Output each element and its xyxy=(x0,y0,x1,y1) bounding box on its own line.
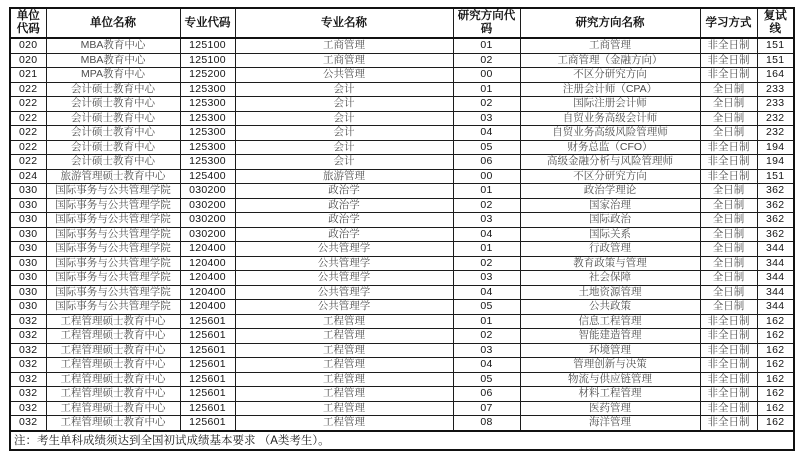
major-code-cell: 125300 xyxy=(180,97,235,112)
direction-code-cell: 00 xyxy=(453,169,520,184)
unit-name-cell: 国际事务与公共管理学院 xyxy=(46,285,180,300)
major-code-cell: 125601 xyxy=(180,343,235,358)
unit-code-cell: 022 xyxy=(10,126,46,141)
major-code-cell: 125601 xyxy=(180,314,235,329)
col-header-unit-code: 单位代码 xyxy=(10,8,46,38)
major-code-cell: 125601 xyxy=(180,329,235,344)
major-name-cell: 政治学 xyxy=(235,213,453,228)
major-name-cell: 会计 xyxy=(235,140,453,155)
major-code-cell: 125300 xyxy=(180,126,235,141)
unit-code-cell: 032 xyxy=(10,358,46,373)
direction-name-cell: 海洋管理 xyxy=(520,416,700,431)
major-code-cell: 030200 xyxy=(180,198,235,213)
col-header-direction-name: 研究方向名称 xyxy=(520,8,700,38)
direction-name-cell: 不区分研究方向 xyxy=(520,169,700,184)
unit-name-cell: 会计硕士教育中心 xyxy=(46,111,180,126)
unit-name-cell: 工程管理硕士教育中心 xyxy=(46,401,180,416)
direction-code-cell: 05 xyxy=(453,372,520,387)
score-line-cell: 151 xyxy=(757,53,794,68)
major-name-cell: 会计 xyxy=(235,97,453,112)
study-mode-cell: 非全日制 xyxy=(700,53,757,68)
study-mode-cell: 非全日制 xyxy=(700,401,757,416)
unit-code-cell: 032 xyxy=(10,387,46,402)
unit-name-cell: 会计硕士教育中心 xyxy=(46,140,180,155)
major-name-cell: 政治学 xyxy=(235,227,453,242)
major-code-cell: 125300 xyxy=(180,111,235,126)
major-code-cell: 120400 xyxy=(180,271,235,286)
major-code-cell: 125601 xyxy=(180,372,235,387)
major-code-cell: 120400 xyxy=(180,285,235,300)
direction-name-cell: 自贸业务高级会计师 xyxy=(520,111,700,126)
score-line-cell: 362 xyxy=(757,184,794,199)
direction-code-cell: 06 xyxy=(453,155,520,170)
direction-name-cell: 管理创新与决策 xyxy=(520,358,700,373)
col-header-study-mode: 学习方式 xyxy=(700,8,757,38)
major-name-cell: 工程管理 xyxy=(235,416,453,431)
score-line-cell: 194 xyxy=(757,155,794,170)
major-code-cell: 125400 xyxy=(180,169,235,184)
unit-name-cell: 国际事务与公共管理学院 xyxy=(46,213,180,228)
direction-code-cell: 08 xyxy=(453,416,520,431)
study-mode-cell: 全日制 xyxy=(700,213,757,228)
table-row xyxy=(10,68,794,83)
table-row xyxy=(10,169,794,184)
unit-code-cell: 030 xyxy=(10,213,46,228)
study-mode-cell: 全日制 xyxy=(700,285,757,300)
study-mode-cell: 非全日制 xyxy=(700,416,757,431)
study-mode-cell: 非全日制 xyxy=(700,140,757,155)
score-line-cell: 344 xyxy=(757,271,794,286)
major-name-cell: 公共管理学 xyxy=(235,300,453,315)
unit-code-cell: 020 xyxy=(10,53,46,68)
table-row xyxy=(10,416,794,431)
major-code-cell: 120400 xyxy=(180,256,235,271)
unit-name-cell: MPA教育中心 xyxy=(46,68,180,83)
table-row xyxy=(10,82,794,97)
table-row xyxy=(10,155,794,170)
table-row xyxy=(10,227,794,242)
score-line-cell: 164 xyxy=(757,68,794,83)
study-mode-cell: 全日制 xyxy=(700,97,757,112)
direction-name-cell: 国际注册会计师 xyxy=(520,97,700,112)
score-line-cell: 344 xyxy=(757,285,794,300)
direction-name-cell: 国际关系 xyxy=(520,227,700,242)
direction-code-cell: 05 xyxy=(453,300,520,315)
direction-code-cell: 05 xyxy=(453,140,520,155)
direction-code-cell: 03 xyxy=(453,343,520,358)
major-code-cell: 125601 xyxy=(180,416,235,431)
unit-code-cell: 020 xyxy=(10,38,46,53)
study-mode-cell: 非全日制 xyxy=(700,68,757,83)
score-line-cell: 344 xyxy=(757,242,794,257)
unit-name-cell: 国际事务与公共管理学院 xyxy=(46,227,180,242)
score-line-cell: 344 xyxy=(757,300,794,315)
direction-name-cell: 工商管理 xyxy=(520,38,700,53)
direction-code-cell: 01 xyxy=(453,38,520,53)
study-mode-cell: 全日制 xyxy=(700,256,757,271)
study-mode-cell: 非全日制 xyxy=(700,329,757,344)
unit-code-cell: 022 xyxy=(10,155,46,170)
unit-name-cell: 工程管理硕士教育中心 xyxy=(46,416,180,431)
major-code-cell: 120400 xyxy=(180,300,235,315)
major-name-cell: 公共管理学 xyxy=(235,242,453,257)
major-code-cell: 120400 xyxy=(180,242,235,257)
unit-name-cell: 会计硕士教育中心 xyxy=(46,155,180,170)
score-line-cell: 162 xyxy=(757,416,794,431)
study-mode-cell: 全日制 xyxy=(700,184,757,199)
table-row xyxy=(10,184,794,199)
unit-code-cell: 022 xyxy=(10,97,46,112)
unit-code-cell: 021 xyxy=(10,68,46,83)
col-header-score-line: 复试线 xyxy=(757,8,794,38)
direction-code-cell: 01 xyxy=(453,242,520,257)
major-name-cell: 会计 xyxy=(235,82,453,97)
study-mode-cell: 非全日制 xyxy=(700,372,757,387)
study-mode-cell: 全日制 xyxy=(700,227,757,242)
direction-code-cell: 00 xyxy=(453,68,520,83)
major-name-cell: 会计 xyxy=(235,111,453,126)
major-name-cell: 公共管理学 xyxy=(235,271,453,286)
score-line-cell: 344 xyxy=(757,256,794,271)
major-code-cell: 030200 xyxy=(180,184,235,199)
direction-code-cell: 04 xyxy=(453,126,520,141)
score-line-cell: 194 xyxy=(757,140,794,155)
col-header-direction-code: 研究方向代码 xyxy=(453,8,520,38)
direction-code-cell: 02 xyxy=(453,198,520,213)
direction-name-cell: 土地资源管理 xyxy=(520,285,700,300)
table-row xyxy=(10,314,794,329)
direction-name-cell: 自贸业务高级风险管理师 xyxy=(520,126,700,141)
note-text: 注：考生单科成绩须达到全国初试成绩基本要求 （A类考生）。 xyxy=(10,431,794,450)
table-row xyxy=(10,387,794,402)
study-mode-cell: 全日制 xyxy=(700,300,757,315)
major-name-cell: 工商管理 xyxy=(235,53,453,68)
major-code-cell: 125601 xyxy=(180,358,235,373)
major-name-cell: 工程管理 xyxy=(235,387,453,402)
direction-name-cell: 高级金融分析与风险管理师 xyxy=(520,155,700,170)
study-mode-cell: 非全日制 xyxy=(700,38,757,53)
unit-code-cell: 030 xyxy=(10,271,46,286)
direction-code-cell: 01 xyxy=(453,82,520,97)
score-line-cell: 162 xyxy=(757,329,794,344)
unit-code-cell: 022 xyxy=(10,111,46,126)
unit-code-cell: 024 xyxy=(10,169,46,184)
major-name-cell: 公共管理 xyxy=(235,68,453,83)
major-code-cell: 125300 xyxy=(180,82,235,97)
unit-name-cell: MBA教育中心 xyxy=(46,53,180,68)
score-line-cell: 232 xyxy=(757,111,794,126)
major-code-cell: 030200 xyxy=(180,227,235,242)
table-row xyxy=(10,213,794,228)
direction-name-cell: 公共政策 xyxy=(520,300,700,315)
major-name-cell: 旅游管理 xyxy=(235,169,453,184)
table-row xyxy=(10,198,794,213)
major-name-cell: 工程管理 xyxy=(235,372,453,387)
table-row xyxy=(10,126,794,141)
major-name-cell: 政治学 xyxy=(235,184,453,199)
major-code-cell: 125100 xyxy=(180,53,235,68)
header-row xyxy=(10,8,794,38)
unit-name-cell: 工程管理硕士教育中心 xyxy=(46,314,180,329)
unit-name-cell: 会计硕士教育中心 xyxy=(46,97,180,112)
table-row xyxy=(10,38,794,53)
unit-code-cell: 030 xyxy=(10,242,46,257)
unit-code-cell: 030 xyxy=(10,256,46,271)
unit-code-cell: 022 xyxy=(10,82,46,97)
score-line-cell: 362 xyxy=(757,198,794,213)
unit-name-cell: 国际事务与公共管理学院 xyxy=(46,256,180,271)
unit-name-cell: 会计硕士教育中心 xyxy=(46,82,180,97)
study-mode-cell: 非全日制 xyxy=(700,343,757,358)
major-name-cell: 公共管理学 xyxy=(235,285,453,300)
table-row xyxy=(10,401,794,416)
unit-code-cell: 032 xyxy=(10,314,46,329)
unit-code-cell: 032 xyxy=(10,329,46,344)
score-line-cell: 151 xyxy=(757,169,794,184)
unit-name-cell: 工程管理硕士教育中心 xyxy=(46,372,180,387)
unit-code-cell: 032 xyxy=(10,416,46,431)
direction-name-cell: 国家治理 xyxy=(520,198,700,213)
direction-name-cell: 物流与供应链管理 xyxy=(520,372,700,387)
unit-code-cell: 030 xyxy=(10,184,46,199)
major-name-cell: 会计 xyxy=(235,155,453,170)
table-row xyxy=(10,97,794,112)
major-name-cell: 公共管理学 xyxy=(235,256,453,271)
direction-name-cell: 环境管理 xyxy=(520,343,700,358)
unit-name-cell: 国际事务与公共管理学院 xyxy=(46,271,180,286)
study-mode-cell: 全日制 xyxy=(700,82,757,97)
unit-code-cell: 030 xyxy=(10,285,46,300)
col-header-major-code: 专业代码 xyxy=(180,8,235,38)
score-line-cell: 162 xyxy=(757,387,794,402)
table-body xyxy=(10,38,794,431)
unit-name-cell: 工程管理硕士教育中心 xyxy=(46,358,180,373)
direction-code-cell: 02 xyxy=(453,256,520,271)
unit-code-cell: 032 xyxy=(10,372,46,387)
direction-name-cell: 医药管理 xyxy=(520,401,700,416)
table-row xyxy=(10,285,794,300)
major-code-cell: 125601 xyxy=(180,401,235,416)
study-mode-cell: 全日制 xyxy=(700,271,757,286)
direction-code-cell: 04 xyxy=(453,227,520,242)
direction-code-cell: 02 xyxy=(453,53,520,68)
score-line-cell: 151 xyxy=(757,38,794,53)
direction-name-cell: 工商管理（金融方向） xyxy=(520,53,700,68)
major-code-cell: 125601 xyxy=(180,387,235,402)
direction-name-cell: 信息工程管理 xyxy=(520,314,700,329)
score-line-cell: 162 xyxy=(757,314,794,329)
major-name-cell: 工程管理 xyxy=(235,329,453,344)
direction-code-cell: 07 xyxy=(453,401,520,416)
unit-name-cell: 国际事务与公共管理学院 xyxy=(46,184,180,199)
score-line-cell: 162 xyxy=(757,343,794,358)
table-row xyxy=(10,242,794,257)
direction-code-cell: 04 xyxy=(453,358,520,373)
major-code-cell: 125200 xyxy=(180,68,235,83)
score-line-cell: 362 xyxy=(757,213,794,228)
direction-code-cell: 02 xyxy=(453,97,520,112)
direction-name-cell: 社会保障 xyxy=(520,271,700,286)
unit-name-cell: 国际事务与公共管理学院 xyxy=(46,300,180,315)
note-row xyxy=(10,431,794,450)
study-mode-cell: 全日制 xyxy=(700,198,757,213)
unit-code-cell: 032 xyxy=(10,401,46,416)
direction-name-cell: 政治学理论 xyxy=(520,184,700,199)
score-line-cell: 162 xyxy=(757,358,794,373)
table-row xyxy=(10,111,794,126)
table-row xyxy=(10,329,794,344)
score-line-cell: 162 xyxy=(757,372,794,387)
score-line-cell: 162 xyxy=(757,401,794,416)
table-row xyxy=(10,358,794,373)
study-mode-cell: 非全日制 xyxy=(700,358,757,373)
major-name-cell: 会计 xyxy=(235,126,453,141)
score-line-cell: 233 xyxy=(757,97,794,112)
table-row xyxy=(10,140,794,155)
unit-name-cell: 会计硕士教育中心 xyxy=(46,126,180,141)
table-row xyxy=(10,343,794,358)
major-name-cell: 工程管理 xyxy=(235,343,453,358)
major-name-cell: 政治学 xyxy=(235,198,453,213)
major-code-cell: 125100 xyxy=(180,38,235,53)
direction-name-cell: 国际政治 xyxy=(520,213,700,228)
unit-code-cell: 022 xyxy=(10,140,46,155)
direction-name-cell: 材料工程管理 xyxy=(520,387,700,402)
study-mode-cell: 非全日制 xyxy=(700,169,757,184)
unit-code-cell: 030 xyxy=(10,227,46,242)
score-line-cell: 232 xyxy=(757,126,794,141)
major-name-cell: 工商管理 xyxy=(235,38,453,53)
table-row xyxy=(10,300,794,315)
direction-code-cell: 06 xyxy=(453,387,520,402)
col-header-unit-name: 单位名称 xyxy=(46,8,180,38)
unit-code-cell: 030 xyxy=(10,300,46,315)
major-name-cell: 工程管理 xyxy=(235,358,453,373)
unit-name-cell: 旅游管理硕士教育中心 xyxy=(46,169,180,184)
col-header-major-name: 专业名称 xyxy=(235,8,453,38)
table-footer xyxy=(10,431,794,450)
direction-code-cell: 03 xyxy=(453,271,520,286)
study-mode-cell: 非全日制 xyxy=(700,387,757,402)
study-mode-cell: 全日制 xyxy=(700,111,757,126)
direction-code-cell: 01 xyxy=(453,184,520,199)
major-code-cell: 125300 xyxy=(180,155,235,170)
table-row xyxy=(10,271,794,286)
unit-code-cell: 030 xyxy=(10,198,46,213)
unit-name-cell: 国际事务与公共管理学院 xyxy=(46,198,180,213)
major-name-cell: 工程管理 xyxy=(235,401,453,416)
direction-name-cell: 行政管理 xyxy=(520,242,700,257)
direction-code-cell: 04 xyxy=(453,285,520,300)
unit-name-cell: 工程管理硕士教育中心 xyxy=(46,387,180,402)
direction-name-cell: 教育政策与管理 xyxy=(520,256,700,271)
unit-code-cell: 032 xyxy=(10,343,46,358)
major-code-cell: 125300 xyxy=(180,140,235,155)
direction-name-cell: 智能建造管理 xyxy=(520,329,700,344)
table-row xyxy=(10,372,794,387)
study-mode-cell: 全日制 xyxy=(700,126,757,141)
unit-name-cell: 国际事务与公共管理学院 xyxy=(46,242,180,257)
direction-code-cell: 02 xyxy=(453,329,520,344)
direction-name-cell: 不区分研究方向 xyxy=(520,68,700,83)
study-mode-cell: 全日制 xyxy=(700,242,757,257)
major-code-cell: 030200 xyxy=(180,213,235,228)
major-name-cell: 工程管理 xyxy=(235,314,453,329)
study-mode-cell: 非全日制 xyxy=(700,314,757,329)
unit-name-cell: MBA教育中心 xyxy=(46,38,180,53)
unit-name-cell: 工程管理硕士教育中心 xyxy=(46,329,180,344)
table-row xyxy=(10,256,794,271)
direction-code-cell: 01 xyxy=(453,314,520,329)
direction-name-cell: 注册会计师（CPA） xyxy=(520,82,700,97)
score-line-cell: 233 xyxy=(757,82,794,97)
study-mode-cell: 非全日制 xyxy=(700,155,757,170)
admission-table xyxy=(9,7,795,451)
unit-name-cell: 工程管理硕士教育中心 xyxy=(46,343,180,358)
table-row xyxy=(10,53,794,68)
direction-name-cell: 财务总监（CFO） xyxy=(520,140,700,155)
direction-code-cell: 03 xyxy=(453,111,520,126)
direction-code-cell: 03 xyxy=(453,213,520,228)
score-line-cell: 362 xyxy=(757,227,794,242)
table-header xyxy=(10,8,794,38)
